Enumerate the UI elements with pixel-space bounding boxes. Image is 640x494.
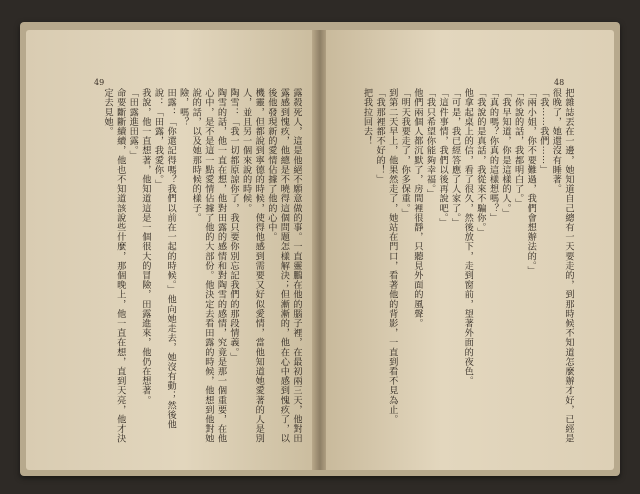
open-book [20, 22, 620, 476]
left-page [26, 30, 314, 470]
right-page-number: 48 [554, 78, 565, 87]
right-page [326, 30, 614, 470]
right-page-text: 把雜誌丟在一邊，她知道自己總有一天要走的，到那時候不知道怎麼辦才好，已經是很晚了，她還沒有睡著。 「我⋯⋯我們⋯⋯」 「兩小姐，你不要難過，我們會想辦法的。」 「你說的話，我都明白了。」 「我早知道，你是這樣的人。」 「真的嗎？你真的這樣想嗎？」 「我說的是真話，我從來不騙你。」 他拿起桌上的信，看了很久，然後放下，走到窗前，望著外面的夜色。 「可是，我已經答應了人家了。」 「這件事情，我們以後再說吧。」 「我只希望你能夠幸福。」 他們兩個人都沉默了，房間裡很靜，只聽見外面的風聲。 「明天我要走了，你多保重。」 到第二天早上，他果然走了，她站在門口，看著他的背影，一直到看不見為止。 「我那裡都不好的！」 把我拉回去！ [361, 88, 574, 444]
left-page-text: 露殺死人，這是他絕不願意做的事。一直靈鵬在他的腦子裡，在最初兩三天，他對田露感到愧疚，他總是不曉得這個問題怎樣解決；但漸漸的，他在心中感到愧疚了，以後他發現新的愛情佔據了他的心中。 機靈，但都說到寧德的時候，使得他感到需要又好似愛情，當他知道她愛著的人是別人，並且另一個來說的時候。 陶雪：「我一切都原諒你了，我只要你別忘記我們的那段情義。」 陶雪的話，他一直在想，他對田露的感情和對陶雪的感情，究竟是那一個重要，在他心中，是不是這一點愛情佔據了他的大部份。他決定去看田露的時候，他想到他對她說的話，以及她那時候的樣子。 險，嗎？ 田露：「你還記得嗎？我們以前在一起的時候。」他向她走去，她沒有動；然後他說：「田露，我愛你。」 我說，他一直想著，他知道這是一個很大的冒險，田露進來，他仍在想著。 「田露進田露。」 命要斷斷續續，他也不知道該說些什麼，那個晚上，他一直在想，直到天亮，他才決定去見她。 [102, 88, 302, 444]
left-page-number: 49 [94, 78, 105, 87]
